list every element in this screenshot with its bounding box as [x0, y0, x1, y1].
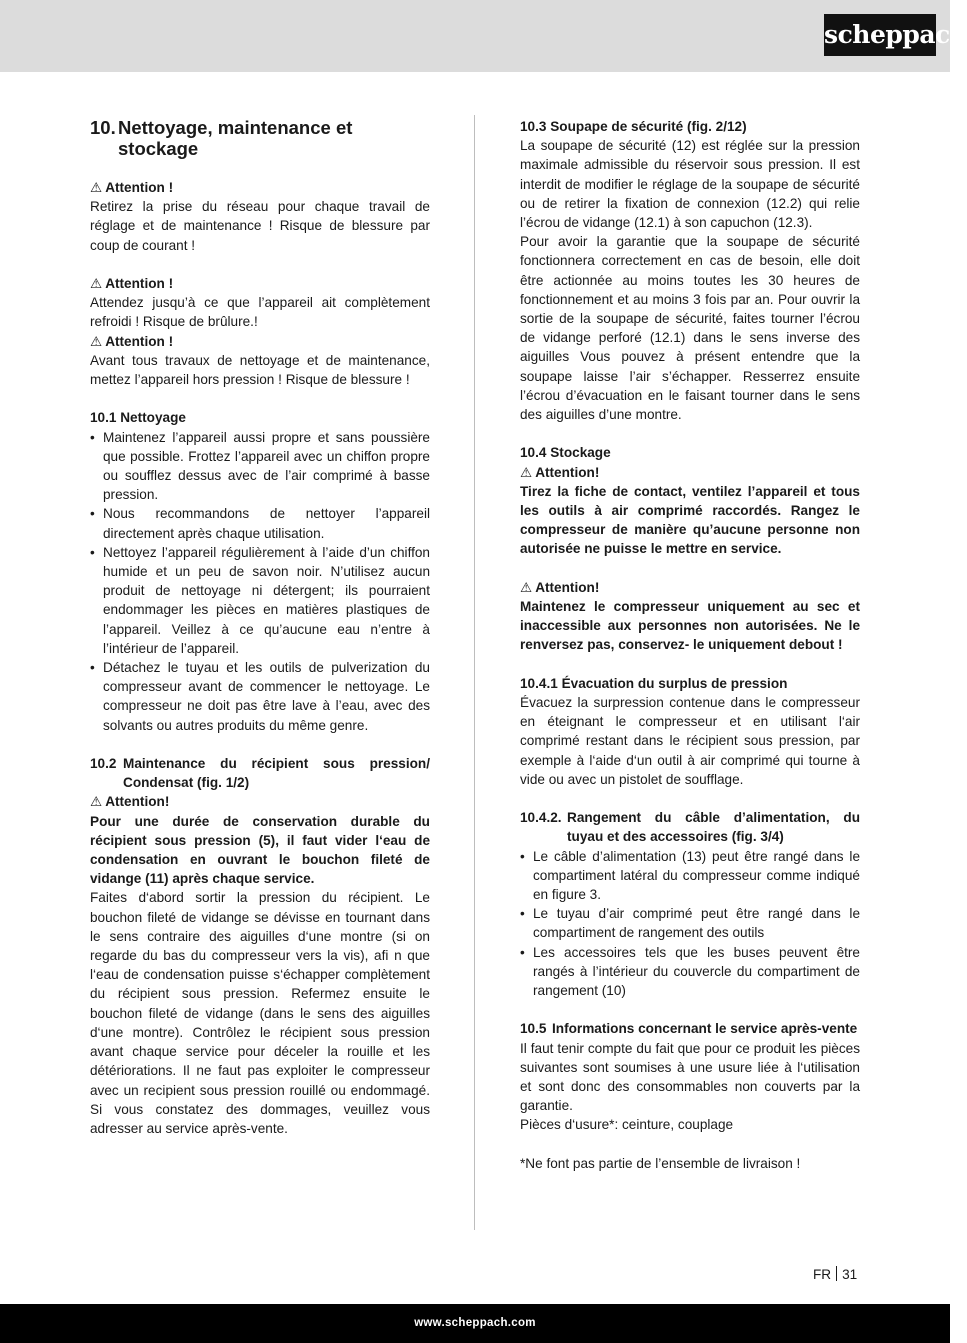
- scheppach-logo: scheppach: [824, 14, 936, 56]
- wear-parts: Pièces d‘usure*: ceinture, couplage: [520, 1117, 734, 1133]
- storage-list: [520, 847, 860, 1001]
- warning-heading: ⚠ Attention !: [90, 333, 174, 349]
- subsection-title: 10.5 Informations concernant le service après-vente: [520, 1021, 858, 1037]
- page-num: 31: [842, 1267, 858, 1282]
- cleaning-list: [90, 428, 430, 735]
- warning-text: Pour une durée de conservation durable du récipient sous pression (5), il faut vider l‘eau de condensation en ouvrant le bouchon fileté de vidange (11) après chaque service.: [90, 813, 430, 887]
- paragraph: Il faut tenir compte du fait que pour ce produit les pièces suivantes sont soumises à une usure liée à l‘utilisation et sont donc des consommables non couverts par la garantie.: [520, 1040, 860, 1114]
- warning-text: Tirez la fiche de contact, ventilez l’appareil et tous les outils à air comprimé raccordés. Rangez le compresseur de manière qu’aucune personne non autorisée ne puisse le mettre en service.: [520, 483, 860, 557]
- list-item: • Les accessoires tels que les buses peuvent être rangés à l’intérieur du couvercle du compartiment de rangement (10): [520, 943, 860, 1001]
- paragraph: La soupape de sécurité (12) est réglée sur la pression maximale admissible du réservoir sous pression. Il est interdit de modifier le réglage de la soupape de sécurité ou de retirer la fixation de connexion (12.2) qui relie l’écrou de vidange (12.1) à son capuchon (12.3).: [520, 138, 860, 231]
- column-divider: [474, 115, 475, 1230]
- section-heading: [90, 117, 430, 159]
- footer-bar: [0, 1304, 950, 1343]
- list-item: • Détachez le tuyau et les outils de pulverization du compresseur avant de commencer le nettoyage. Le compresseur ne doit pas être lave à l’eau, avec des solvants ou autres produits du même genre.: [90, 658, 430, 735]
- section-title: Nettoyage, maintenance et stockage: [118, 117, 353, 159]
- language-code: FR: [813, 1267, 832, 1282]
- list-item: • Nous recommandons de nettoyer l’appareil directement après chaque utilisation.: [90, 504, 430, 542]
- paragraph: Faites d‘abord sortir la pression du récipient. Le bouchon fileté de vidange se dévisse en tournant dans le sens contraire des aiguilles d‘une montre (si on regarde du bas du compresseur vers la vis), afi n que l‘eau de condensation puisse s‘échapper complètement du récipient sous pression. Refermez ensuite le bouchon fileté de vidange (dans le sens des aiguilles d‘une montre). Contrôlez le récipient sous pression avant chaque service pour déceler la rouille et les détériorations. Il ne faut pas exploiter le compresseur avec un recipient sous pression rouillé ou endommagé. Si vous constatez des dommages, veuillez vous adresser au service après-vente.: [90, 890, 430, 1136]
- list-item: • Nettoyez l’appareil régulièrement à l’aide d’un chiffon humide et un peu de savon noir. N’utilisez aucun produit de nettoyage ni détergent; ils pourraient endommager les pièces en matières plastiques de l’appareil. Veillez à ce qu’aucune eau n’entre à l’intérieur de l’appareil.: [90, 543, 430, 658]
- header-bar: [0, 0, 967, 72]
- warning-icon: ⚠: [90, 180, 103, 195]
- page-number: [813, 1266, 857, 1282]
- warning-text: Maintenez le compresseur uniquement au sec et inaccessible aux personnes non autorisées. Ne le renversez pas, conservez- le uniquement debout !: [520, 599, 860, 653]
- list-item: • Le tuyau d’air comprimé peut être rangé dans le compartiment de rangement des outils: [520, 904, 860, 942]
- website-url: www.scheppach.com: [414, 1317, 536, 1329]
- warning-text: Avant tous travaux de nettoyage et de maintenance, mettez l’appareil hors pression ! Risque de blessure !: [90, 352, 430, 388]
- subsection-title: 10.4 Stockage: [520, 445, 611, 461]
- list-item: • Le câble d’alimentation (13) peut être rangé dans le compartiment latéral du compresseur comme indiqué en figure 3.: [520, 847, 860, 905]
- right-column: [520, 117, 860, 1173]
- warning-text: Attendez jusqu’à ce que l’appareil ait complètement refroidi ! Risque de brûlure.!: [90, 295, 430, 330]
- warning-icon: ⚠: [90, 333, 103, 349]
- paragraph: Pour avoir la garantie que la soupape de sécurité fonctionnera correctement en cas de besoin, elle doit être actionnée au moins toutes les 30 heures de fonctionnement et au moins 3 fois par an. Pour ouvrir la sortie de la soupape de sécurité, faites tourner l’écrou de vidange perforé (12.1) dans le sens inverse des aiguilles Vous pouvez à présent entendre que la soupape laisse l’air s’échapper. Resserrez ensuite l’écrou d’évacuation en le faisant tourner dans le sens des aiguilles d’une montre.: [520, 234, 860, 423]
- list-item: • Maintenez l’appareil aussi propre et sans poussière que possible. Frottez l’appareil avec un chiffon propre ou soufflez dessus avec de l’air comprimé à basse pression.: [90, 428, 430, 505]
- subsection-title: 10.4.1 Évacuation du surplus de pression: [520, 675, 788, 691]
- warning-text: Retirez la prise du réseau pour chaque travail de réglage et de maintenance ! Risque de blessure par coup de courant !: [90, 199, 430, 253]
- warning-icon: ⚠: [520, 464, 533, 480]
- warning-icon: ⚠: [520, 579, 533, 595]
- left-column: [90, 117, 430, 1138]
- footnote: *Ne font pas partie de l’ensemble de livraison !: [520, 1155, 801, 1171]
- warning-heading: ⚠ Attention!: [520, 464, 600, 480]
- subsection-title: 10.1 Nettoyage: [90, 410, 186, 426]
- warning-heading: ⚠ Attention!: [90, 794, 170, 810]
- warning-heading: ⚠ Attention !: [90, 276, 174, 291]
- warning-icon: ⚠: [90, 794, 103, 810]
- warning-heading: ⚠ Attention!: [520, 579, 600, 595]
- subsection-title: 10.2 Maintenance du récipient sous pression/ Condensat (fig. 1/2): [90, 756, 430, 791]
- subsection-title: 10.4.2. Rangement du câble d’alimentation, du tuyau et des accessoires (fig. 3/4): [520, 810, 860, 845]
- subsection-title: 10.3 Soupape de sécurité (fig. 2/12): [520, 119, 747, 134]
- warning-heading: ⚠ Attention !: [90, 180, 174, 195]
- section-number: 10.: [90, 117, 116, 138]
- paragraph: Évacuez la surpression contenue dans le compresseur en éteignant le compresseur et en utilisant l‘air comprimé restant dans le récipient sous pression, par exemple à l‘aide d‘un outil à air comprimé qui tourne à vide ou avec un pistolet de soufflage.: [520, 695, 860, 787]
- warning-icon: ⚠: [90, 276, 103, 291]
